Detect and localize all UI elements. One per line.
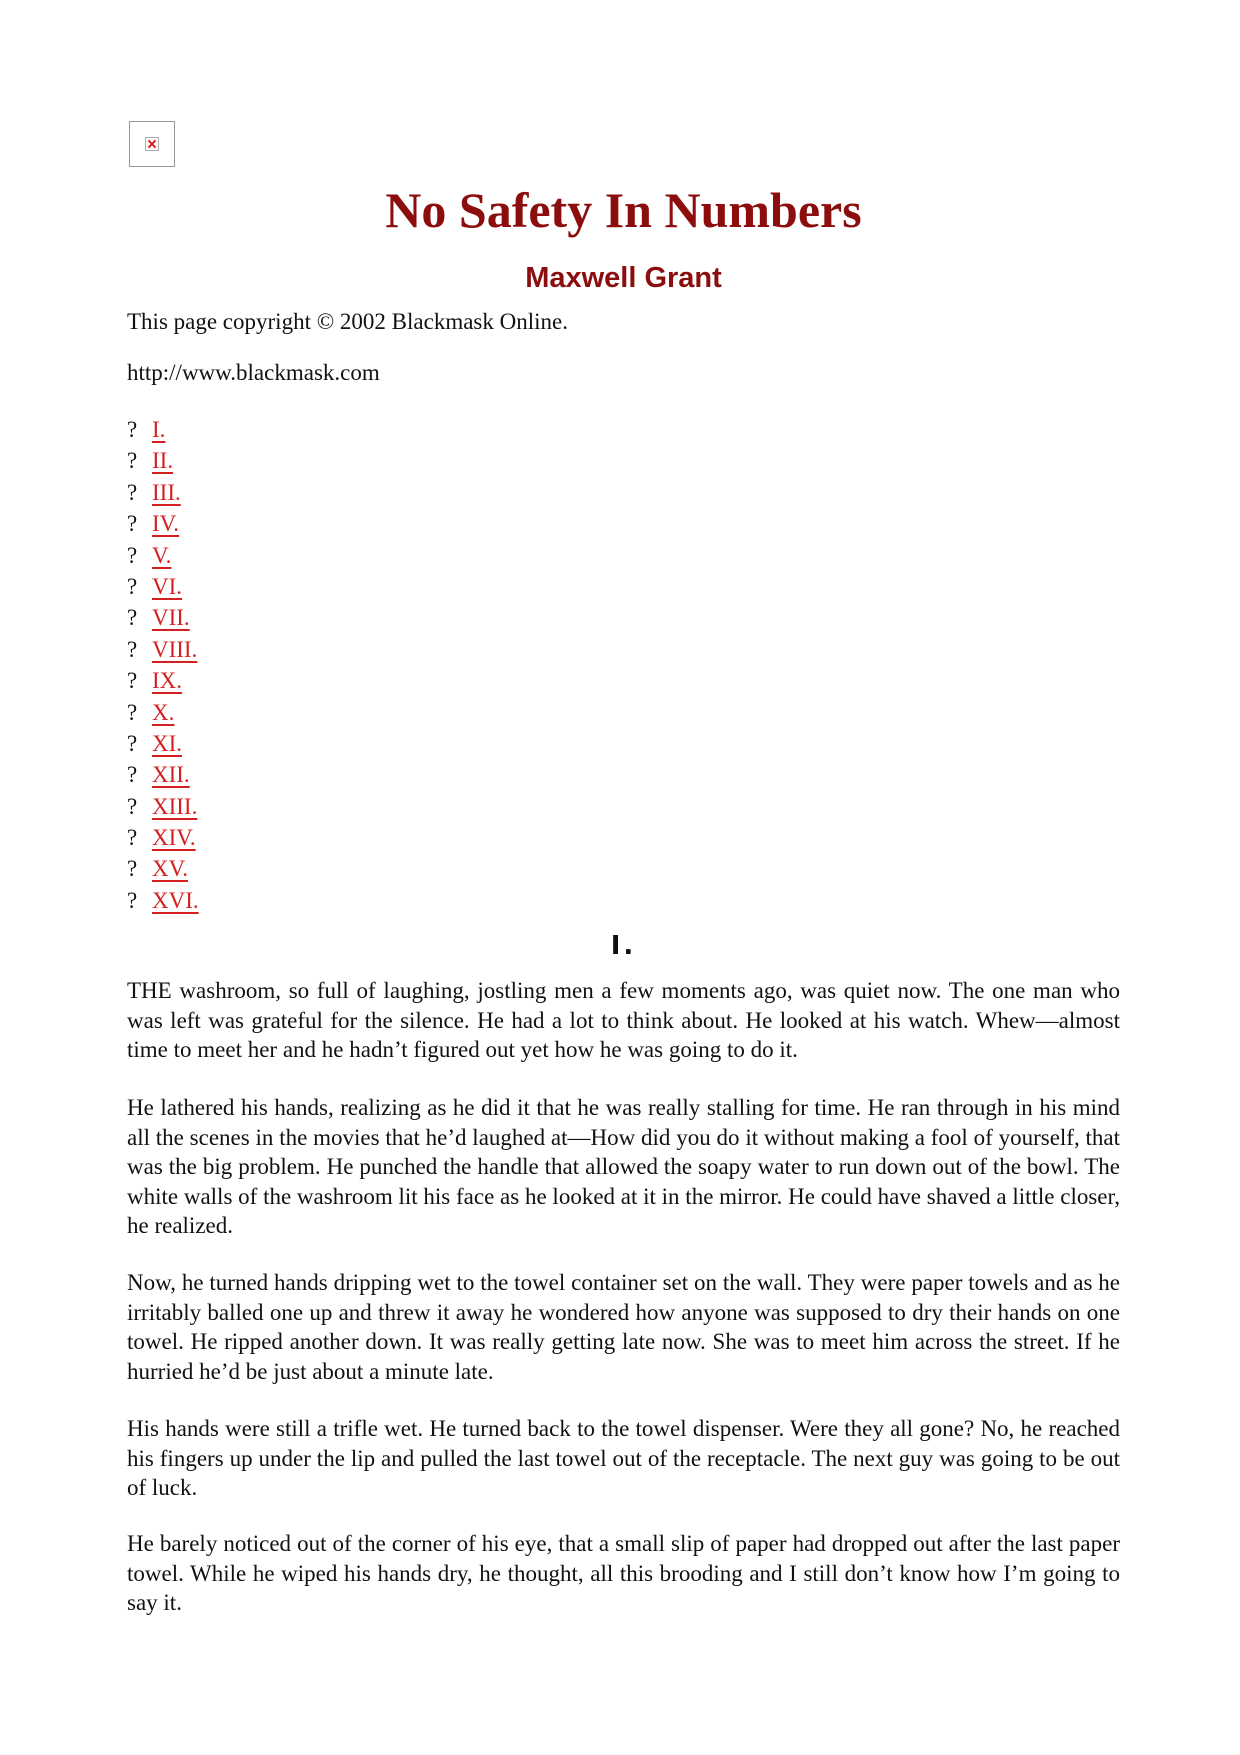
toc-item [127,634,199,665]
paragraph-5: He barely noticed out of the corner of his eye, that a small slip of paper had dropped out after the last paper towel. While he wiped his hands dry, he thought, all this brooding and I still don’t know how I’m going to say it. [127,1531,1120,1616]
toc-link-x[interactable]: X. [152,699,175,725]
toc-link-xiv[interactable]: XIV. [152,825,196,851]
toc-bullet: ? [127,856,138,882]
toc-item [127,728,199,759]
author-name: Maxwell Grant [525,262,722,294]
toc-link-iii[interactable]: III. [152,479,181,505]
toc-bullet: ? [127,699,138,725]
toc-item [127,571,199,602]
toc-link-v[interactable]: V. [152,542,172,568]
toc-bullet: ? [127,668,138,694]
toc-item [127,477,199,508]
toc-bullet: ? [127,417,138,442]
toc-item [127,540,199,571]
toc-link-vi[interactable]: VI. [152,573,183,599]
table-of-contents [127,414,199,916]
broken-image-x-icon [145,137,159,151]
toc-link-ix[interactable]: IX. [152,668,183,694]
toc-bullet: ? [127,887,138,913]
toc-item [127,508,199,539]
toc-bullet: ? [127,793,138,819]
paragraph-2: He lathered his hands, realizing as he did it that he was really stalling for time. He ran through in his mind all the scenes in the movies that he’d laughed at—How did you do it without making a fool of yourself, that was the big problem. He punched the handle that allowed the soapy water to run down out of the bowl. The white walls of the washroom lit his face as he looked at it in the mirror. He could have shaved a little closer, he realized. [127,1095,1120,1239]
toc-bullet: ? [127,762,138,788]
broken-image-icon [129,121,175,167]
toc-link-xi[interactable]: XI. [152,730,183,756]
toc-bullet: ? [127,636,138,662]
toc-bullet: ? [127,730,138,756]
toc-link-ii[interactable]: II. [152,448,174,474]
toc-bullet: ? [127,605,138,631]
toc-link-xv[interactable]: XV. [152,856,189,882]
toc-bullet: ? [127,511,138,537]
toc-link-i[interactable]: I. [152,417,166,442]
site-url: http://www.blackmask.com [127,360,380,385]
toc-item [127,414,199,445]
toc-bullet: ? [127,573,138,599]
toc-item [127,791,199,822]
toc-item [127,697,199,728]
paragraph-3: Now, he turned hands dripping wet to the towel container set on the wall. They were paper towels and as he irritably balled one up and threw it away he wondered how anyone was supposed to dry their hands on one towel. He ripped another down. It was really getting late now. She was to meet him across the street. If he hurried he’d be just about a minute late. [127,1270,1120,1384]
copyright-notice: This page copyright © 2002 Blackmask Online. [127,309,568,334]
toc-item [127,822,199,853]
toc-item [127,853,199,884]
toc-bullet: ? [127,542,138,568]
toc-link-iv[interactable]: IV. [152,511,180,537]
toc-link-viii[interactable]: VIII. [152,636,198,662]
paragraph-1: THE washroom, so full of laughing, jostling men a few moments ago, was quiet now. The one man who was left was grateful for the silence. He had a lot to think about. He looked at his watch. Whew—almost time to meet her and he hadn’t figured out yet how he was going to do it. [127,978,1120,1063]
toc-link-xiii[interactable]: XIII. [152,793,198,819]
chapter-heading: I. [610,931,637,961]
toc-bullet: ? [127,479,138,505]
toc-link-xii[interactable]: XII. [152,762,190,788]
toc-item [127,885,199,916]
toc-item [127,665,199,696]
page-title: No Safety In Numbers [385,182,862,238]
toc-bullet: ? [127,448,138,474]
toc-item [127,445,199,476]
paragraph-4: His hands were still a trifle wet. He turned back to the towel dispenser. Were they all gone? No, he reached his fingers up under the lip and pulled the last towel out of the receptacle. The next guy was going to be out of luck. [127,1416,1120,1501]
toc-link-vii[interactable]: VII. [152,605,190,631]
toc-bullet: ? [127,825,138,851]
toc-item [127,759,199,790]
toc-item [127,602,199,633]
toc-link-xvi[interactable]: XVI. [152,887,199,913]
